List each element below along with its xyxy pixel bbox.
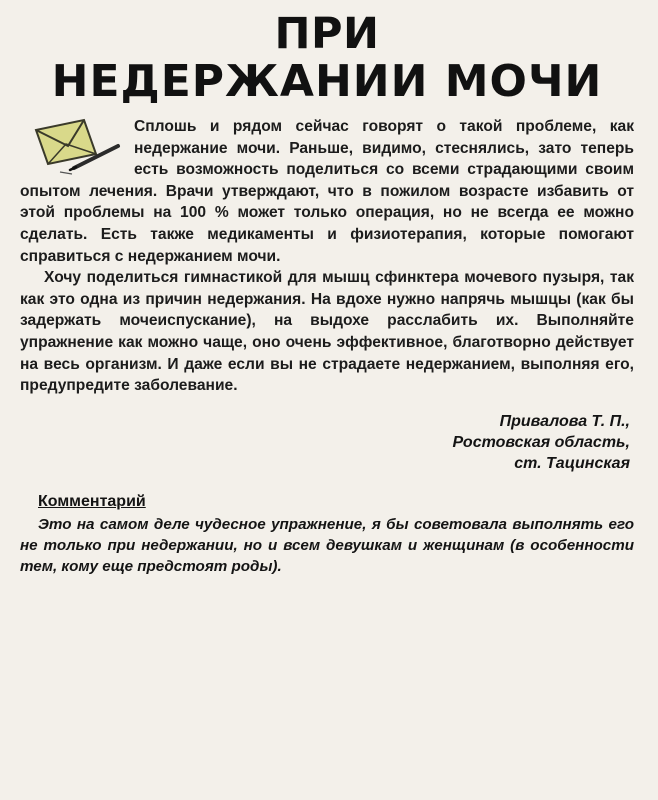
article-body: [20, 116, 634, 397]
envelope-body: [36, 120, 96, 164]
envelope-icon-graphic: [26, 116, 126, 178]
title-line-2: НЕДЕРЖАНИИ МОЧИ: [51, 56, 603, 107]
signature-region: Ростовская область,: [452, 433, 630, 451]
title-line-1: ПРИ: [274, 9, 380, 59]
paragraph-1: Сплошь и рядом сейчас говорят о такой проблеме, как недержание мочи. Раньше, видимо, стеснялись, зато теперь есть возможность поделиться со всеми страдающими своим опытом лечения. Врачи утверждают, что в пожилом возрасте избавить от этой проблемы на 100 % может только операция, но не всегда ее можно сделать. Есть также медикаменты и физиотерапия, которые помогают справиться с недержанием мочи.: [20, 118, 634, 265]
envelope-with-pen-icon: [26, 116, 126, 178]
signature-village: ст. Тацинская: [514, 454, 630, 472]
paragraph-2: Хочу поделиться гимнастикой для мышц сфинктера мочевого пузыря, так как это одна из причин недержания. На вдохе нужно напрячь мышцы (как бы задержать мочеиспускание), на выдохе расслабить их. Выполняйте упражнение как можно чаще, оно очень эффективное, благотворно действует на весь организм. И даже если вы не страдаете недержанием, выполняя его, предупредите заболевание.: [20, 269, 634, 395]
signature-name: Привалова Т. П.,: [499, 412, 630, 430]
pen-motion-line: [60, 172, 72, 174]
comment-section: [20, 492, 634, 577]
comment-text: Это на самом деле чудесное упражнение, я бы советовала выполнять его не только при недержании, но и всем девушкам и женщинам (в особенности тем, кому еще предстоят роды).: [20, 515, 634, 575]
comment-title: Комментарий: [38, 492, 146, 510]
article-title: [20, 10, 634, 106]
signature: [20, 411, 634, 474]
